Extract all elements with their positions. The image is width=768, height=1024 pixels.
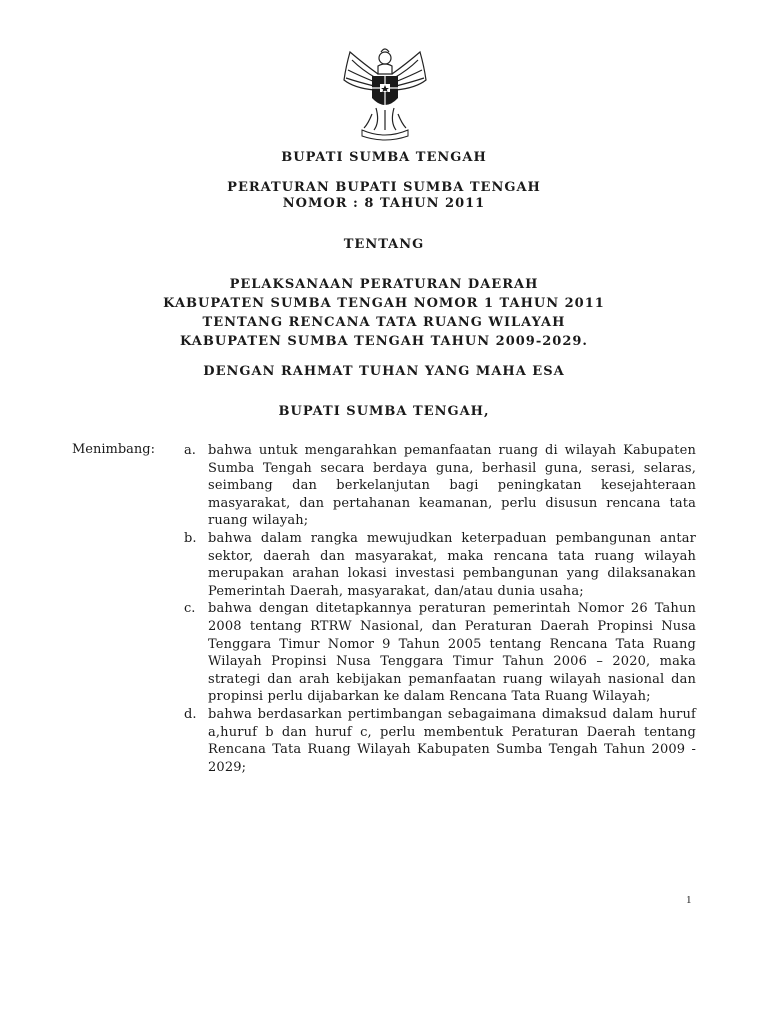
item-text: bahwa untuk mengarahkan pemanfaatan ruang di wilayah Kabupaten Sumba Tengah secara berdaya guna, berhasil guna, serasi, selaras, seimbang dan berkelanjutan bagi peningkatan kesejahteraan masyarakat, dan pertahanan keamanan, perlu disusun rencana tata ruang wilayah; [208,443,696,529]
about-label: TENTANG [343,237,425,252]
consideration-item [184,530,696,600]
subject-line: KABUPATEN SUMBA TENGAH TAHUN 2009-2029. [180,334,588,349]
regulation-title: PERATURAN BUPATI SUMBA TENGAH [227,180,541,195]
subject-line: TENTANG RENCANA TATA RUANG WILAYAH [202,315,566,330]
blessing-line: DENGAN RAHMAT TUHAN YANG MAHA ESA [203,364,565,379]
subject-line: KABUPATEN SUMBA TENGAH NOMOR 1 TAHUN 2011 [163,296,605,311]
item-text: bahwa dengan ditetapkannya peraturan pemerintah Nomor 26 Tahun 2008 tentang RTRW Nasional, dan Peraturan Daerah Propinsi Nusa Tenggara Timur Nomor 9 Tahun 2005 tentang Rencana Tata Ruang Wilayah Propinsi Nusa Tenggara Timur Tahun 2006 – 2020, maka strategi dan arah kebijakan pemanfaatan ruang wilayah nasional dan propinsi perlu dijabarkan ke dalam Rencana Tata Ruang Wilayah; [208,601,696,705]
item-text: bahwa dalam rangka mewujudkan keterpaduan pembangunan antar sektor, daerah dan masyarakat, maka rencana tata ruang wilayah merupakan arahan lokasi investasi pembangunan yang dilaksanakan Pemerintah Daerah, masyarakat, dan/atau dunia usaha; [208,530,696,599]
regulation-number: NOMOR : 8 TAHUN 2011 [282,196,486,211]
consideration-item [184,600,696,706]
item-letter: d. [184,706,197,722]
document-heading: BUPATI SUMBA TENGAH [281,150,487,165]
consideration-item [184,442,696,530]
garuda-emblem-icon [334,44,436,144]
item-letter: b. [184,530,197,546]
considerations-list [184,442,696,776]
consideration-item [184,706,696,776]
subject-line: PELAKSANAAN PERATURAN DAERAH [229,277,539,292]
menimbang-label: Menimbang: [72,442,156,457]
page-number: 1 [686,894,692,906]
item-letter: c. [184,601,196,617]
authority-line: BUPATI SUMBA TENGAH, [278,404,490,419]
item-text: bahwa berdasarkan pertimbangan sebagaimana dimaksud dalam huruf a,huruf b dan huruf c, perlu membentuk Peraturan Daerah tentang Rencana Tata Ruang Wilayah Kabupaten Sumba Tengah Tahun 2009 - 2029; [208,706,696,775]
item-letter: a. [184,443,196,458]
